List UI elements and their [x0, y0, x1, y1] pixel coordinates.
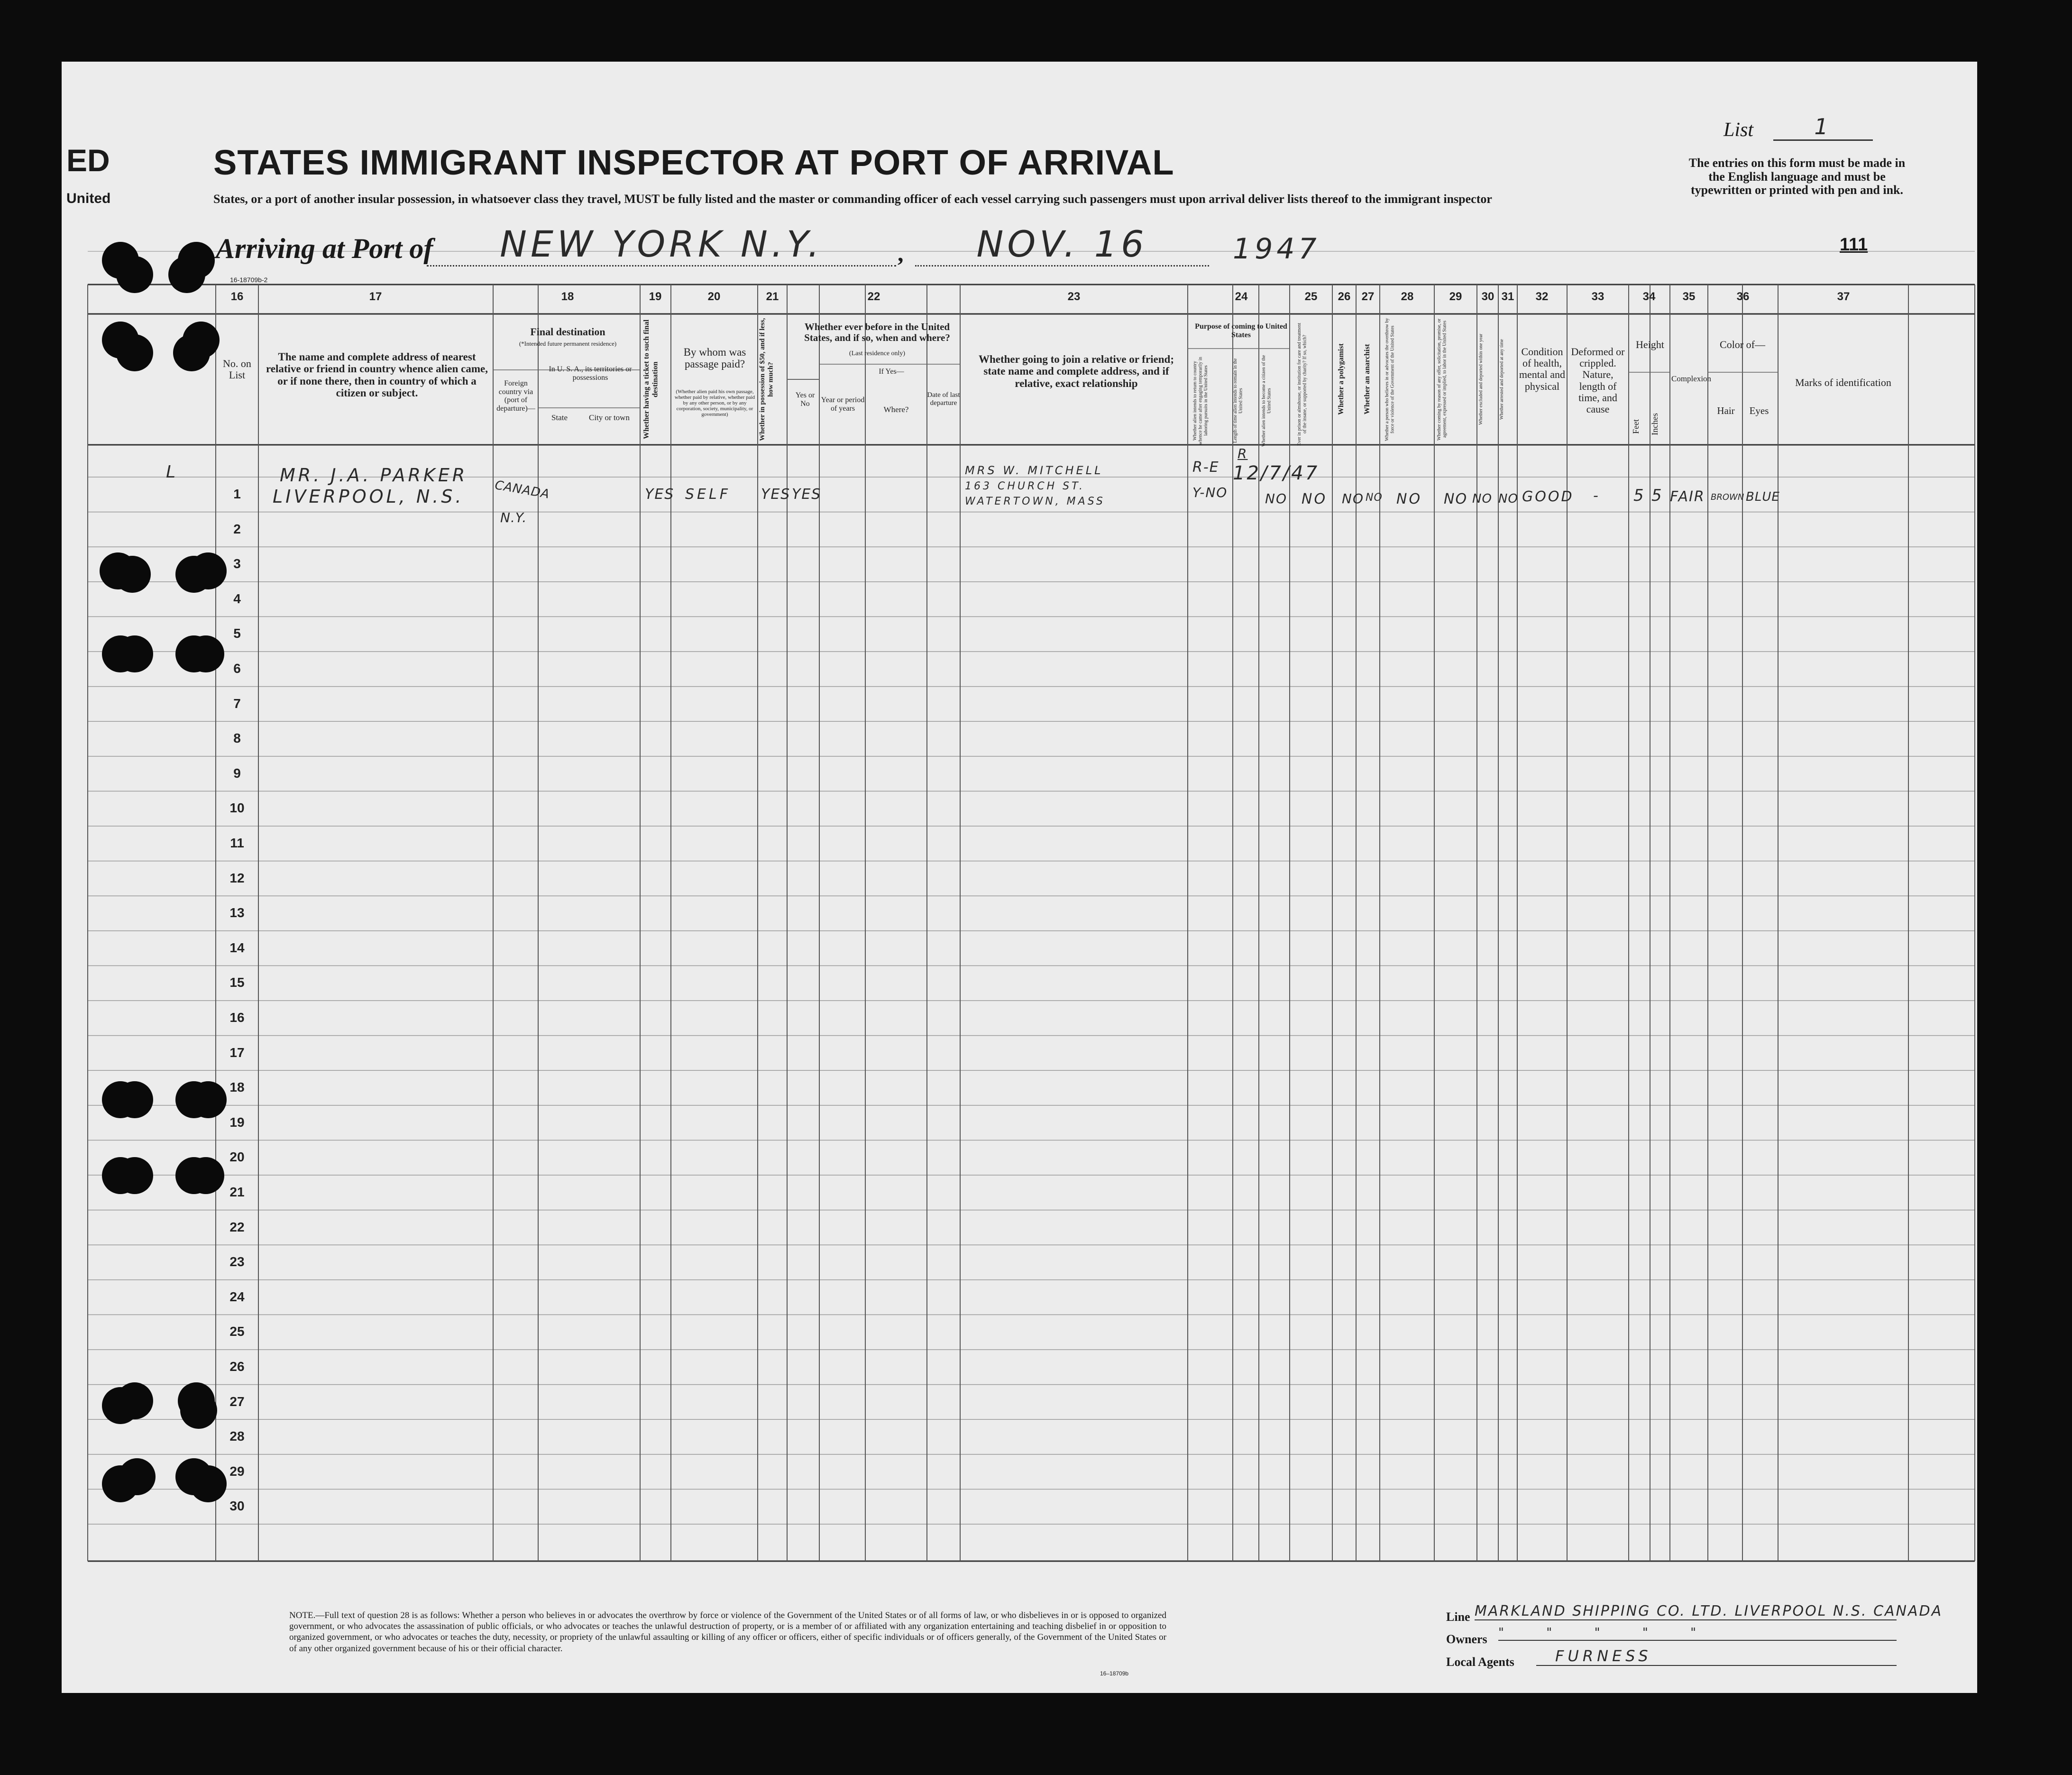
- column-number: 16: [230, 290, 244, 303]
- col33-header: Deformed or crippled. Nature, length of time, and cause: [1571, 346, 1625, 415]
- col22-note: (Last residence only): [849, 350, 906, 357]
- line-label: Line: [1446, 1610, 1470, 1624]
- col18-foreign: Foreign country via (port of departure)—: [496, 379, 535, 413]
- arriving-label: Arriving at Port of: [216, 233, 433, 264]
- row-number: 21: [229, 1185, 245, 1199]
- row-number: 8: [233, 731, 241, 746]
- row-number: 12: [229, 870, 245, 885]
- col22-year: Year or period of years: [821, 396, 865, 413]
- polygamist-value: NO: [1342, 491, 1364, 506]
- money-value: YES: [761, 486, 791, 503]
- col30-header: Whether excluded and deported within one year: [1478, 333, 1484, 425]
- row-number: 17: [229, 1045, 245, 1060]
- owners-value: " " " " ": [1498, 1626, 1897, 1641]
- col25-header: Ever in prison or almshouse, or institution for care and treatment of the insane, or supported by charity? If so, which?: [1297, 322, 1308, 446]
- column-number: 24: [1235, 290, 1248, 303]
- row-number: 30: [229, 1499, 245, 1514]
- col32-header: Condition of health, mental and physical: [1519, 346, 1566, 392]
- col20-note: (Whether alien paid his own passage, whether paid by relative, whether paid by any other person, or by any corporation, society, municipality, or government): [674, 389, 755, 418]
- col24-b: Length of time alien intends to remain in the United States: [1233, 358, 1244, 443]
- left-fragment: United: [66, 191, 111, 206]
- eyes-value: BLUE: [1746, 490, 1780, 504]
- form-instructions: The entries on this form must be made in the English language and must be typewritten or printed with pen and ink.: [1688, 156, 1906, 197]
- col19-header: Whether having a ticket to such final destination: [642, 319, 660, 440]
- ticket-value: YES: [645, 486, 675, 503]
- column-number: 17: [369, 290, 382, 303]
- row-number: 22: [229, 1219, 245, 1234]
- punch-hole: [119, 1458, 156, 1495]
- agents-value: FURNESS: [1536, 1647, 1897, 1666]
- via-port: N.Y.: [500, 510, 527, 525]
- col23-header: Whether going to join a relative or friend; state name and complete address, and if relative, exact relationship: [978, 353, 1174, 389]
- row-number: 5: [233, 626, 241, 641]
- col18-city: City or town: [589, 413, 630, 422]
- col36-hair: Hair: [1717, 405, 1735, 416]
- col36-eyes: Eyes: [1749, 405, 1769, 416]
- column-number: 28: [1401, 290, 1414, 303]
- agents-label: Local Agents: [1446, 1655, 1514, 1669]
- col21-header: Whether in possession of $50, and if less, how much?: [759, 318, 775, 441]
- column-number: 25: [1304, 290, 1318, 303]
- purpose-a-line1: R-E: [1192, 459, 1219, 476]
- punch-hole: [116, 1081, 153, 1118]
- col34-title: Height: [1636, 339, 1664, 350]
- col24-title: Purpose of coming to United States: [1195, 322, 1287, 339]
- col18-state: State: [551, 413, 568, 422]
- col29-header: Whether coming by reason of any offer, solicitation, promise, or agreement, expressed or implied, to labor in the United States: [1437, 318, 1448, 441]
- punch-hole: [116, 1382, 153, 1419]
- column-number: 32: [1535, 290, 1549, 303]
- col37-header: Marks of identification: [1795, 377, 1891, 388]
- year-field: 1947: [1233, 232, 1320, 266]
- column-number: 30: [1481, 290, 1494, 303]
- row-number: 15: [229, 975, 245, 990]
- row-number: 19: [229, 1114, 245, 1130]
- row-number: 10: [229, 800, 245, 816]
- punch-hole: [116, 256, 153, 293]
- anarchist-value: NO: [1366, 492, 1383, 504]
- column-number: 21: [766, 290, 779, 303]
- form-subtitle: States, or a port of another insular possession, in whatsoever class they travel, MUST be fully listed and the master or commanding officer of each vessel carrying such passengers must upon arrival deliver lists thereof to the immigrant inspector: [213, 192, 1492, 206]
- column-number: 33: [1591, 290, 1604, 303]
- row-number: 1: [233, 487, 241, 501]
- prison-value: NO: [1302, 491, 1328, 507]
- punch-hole: [116, 635, 153, 672]
- deported-value: NO: [1498, 492, 1518, 506]
- join-name: MRS W. MITCHELL: [965, 464, 1103, 477]
- list-label: List: [1724, 119, 1754, 141]
- margin-mark: L: [166, 462, 177, 482]
- relative-address: LIVERPOOL, N.S.: [273, 486, 464, 507]
- row-number: 25: [229, 1324, 245, 1339]
- row-number: 24: [229, 1289, 245, 1304]
- row-number: 29: [229, 1463, 245, 1479]
- row-number: 14: [229, 940, 245, 955]
- form-title: STATES IMMIGRANT INSPECTOR AT PORT OF ARRIVAL: [213, 143, 1174, 182]
- page-number: 111: [1840, 235, 1868, 255]
- punch-hole: [116, 1157, 153, 1194]
- row-number: 9: [233, 765, 241, 781]
- col22-title: Whether ever before in the United States, and if so, when and where?: [804, 321, 950, 344]
- owners-label: Owners: [1446, 1632, 1487, 1646]
- excluded-value: NO: [1472, 492, 1492, 506]
- col18-title: Final destination: [530, 326, 605, 338]
- hair-value: BROWN: [1711, 492, 1744, 502]
- health-value: GOOD: [1522, 488, 1574, 505]
- height-feet: 5: [1633, 486, 1648, 505]
- comma-separator: ,: [898, 240, 904, 267]
- complexion-value: FAIR: [1670, 488, 1705, 505]
- row-number: 13: [229, 905, 245, 920]
- row-number: 6: [233, 661, 241, 676]
- foreign-country: CANADA: [494, 478, 551, 502]
- port-field: NEW YORK N.Y.: [427, 223, 896, 267]
- form-code: 16-18709b-2: [230, 276, 268, 284]
- list-number: 1: [1773, 114, 1873, 141]
- punch-hole: [116, 334, 153, 371]
- length-date: 12/7/47: [1233, 462, 1320, 484]
- row-number: 26: [229, 1359, 245, 1374]
- col36-title: Color of—: [1720, 339, 1765, 350]
- column-number: 29: [1449, 290, 1462, 303]
- title-fragment: ED: [66, 143, 110, 178]
- col18-note: (*Intended future permanent residence): [519, 340, 617, 347]
- height-inches: 5: [1651, 486, 1666, 505]
- column-number: 27: [1361, 290, 1375, 303]
- col28-header: Whether a person who believes in or advocates the overthrow by force or violence of the Government of the United States: [1384, 318, 1395, 441]
- punch-hole: [168, 256, 205, 293]
- col22-ifyes: If Yes—: [879, 368, 904, 376]
- col22-date: Date of last departure: [927, 391, 960, 407]
- col17-header: The name and complete address of nearest relative or friend in country whence alien came, or if none there, then in country of which a citizen or subject.: [266, 351, 488, 399]
- footer-code: 16–18709b: [1100, 1670, 1129, 1677]
- been-before-value: YES: [792, 486, 822, 503]
- overthrow-value: NO: [1396, 491, 1422, 507]
- punch-hole: [114, 556, 151, 593]
- col24-c: Whether alien intends to become a citizen of the United States: [1261, 355, 1272, 447]
- col24-a: Whether alien intends to return to country whence he came after engaging temporarily in laboring pursuits in the United States: [1192, 357, 1209, 445]
- line-value: MARKLAND SHIPPING CO. LTD. LIVERPOOL N.S. CANADA: [1475, 1603, 1943, 1619]
- deformed-value: -: [1593, 487, 1602, 504]
- column-number: 34: [1642, 290, 1656, 303]
- col18-usa: In U. S. A., its territories or possessions: [549, 365, 632, 382]
- col27-header: Whether an anarchist: [1363, 344, 1371, 415]
- column-number: 26: [1338, 290, 1351, 303]
- col26-header: Whether a polygamist: [1337, 343, 1345, 415]
- footer-note: NOTE.—Full text of question 28 is as follows: Whether a person who believes in or advocates the overthrow by force or violence of the Government of the United States or of all forms of law, or who disbelieves in or is opposed to organized government, or who advocates the assassination of public officials, or who advocates or teaches the unlawful destruction of property, or is a member of or affiliated with any organization entertaining and teaching disbelief in or opposition to organized government, or who advocates or teaches the duty, necessity, or propriety of the unlawful assaulting or killing of any officer or officers, either of specific individuals or of officers generally, of the Government of the United States or of any other organized government because of his or their official character.: [289, 1610, 1166, 1654]
- join-street: 163 CHURCH ST.: [965, 480, 1085, 492]
- col20-title: By whom was passage paid?: [683, 346, 746, 370]
- column-number: 35: [1682, 290, 1696, 303]
- column-number: 19: [649, 290, 662, 303]
- row-number: 2: [233, 521, 241, 536]
- row-number: 16: [229, 1010, 245, 1025]
- column-number: 20: [707, 290, 721, 303]
- col16-header: No. on List: [223, 358, 251, 381]
- row-number: 27: [229, 1394, 245, 1409]
- passage-paid-value: SELF: [685, 486, 731, 503]
- col22-yesno: Yes or No: [795, 391, 815, 408]
- purpose-a-line2: Y-NO: [1192, 485, 1228, 500]
- punch-hole: [173, 334, 210, 371]
- date-field: NOV. 16: [915, 223, 1209, 267]
- row-number: 7: [233, 696, 241, 711]
- offer-value: NO: [1444, 491, 1468, 507]
- row-number: 18: [229, 1080, 245, 1095]
- citizen-value: NO: [1265, 491, 1287, 506]
- column-number: 37: [1837, 290, 1850, 303]
- column-number: 36: [1736, 290, 1750, 303]
- col34-inches: Inches: [1650, 413, 1659, 436]
- col34-feet: Feet: [1631, 419, 1641, 434]
- length-mark: R: [1238, 446, 1248, 461]
- column-number: 23: [1067, 290, 1081, 303]
- row-number: 23: [229, 1254, 245, 1269]
- relative-name: MR. J.A. PARKER: [280, 465, 468, 486]
- col22-where: Where?: [883, 405, 909, 414]
- row-number: 3: [233, 556, 241, 571]
- col35-header: Complexion: [1671, 374, 1712, 383]
- row-number: 28: [229, 1429, 245, 1444]
- punch-hole: [180, 1392, 217, 1429]
- column-number: 22: [867, 290, 880, 303]
- join-city: WATERTOWN, MASS: [965, 496, 1105, 507]
- col31-header: Whether arrested and deported at any time: [1499, 339, 1504, 420]
- row-number: 20: [229, 1150, 245, 1165]
- row-number: 4: [233, 591, 241, 606]
- column-number: 31: [1501, 290, 1514, 303]
- row-number: 11: [230, 836, 244, 850]
- column-number: 18: [561, 290, 574, 303]
